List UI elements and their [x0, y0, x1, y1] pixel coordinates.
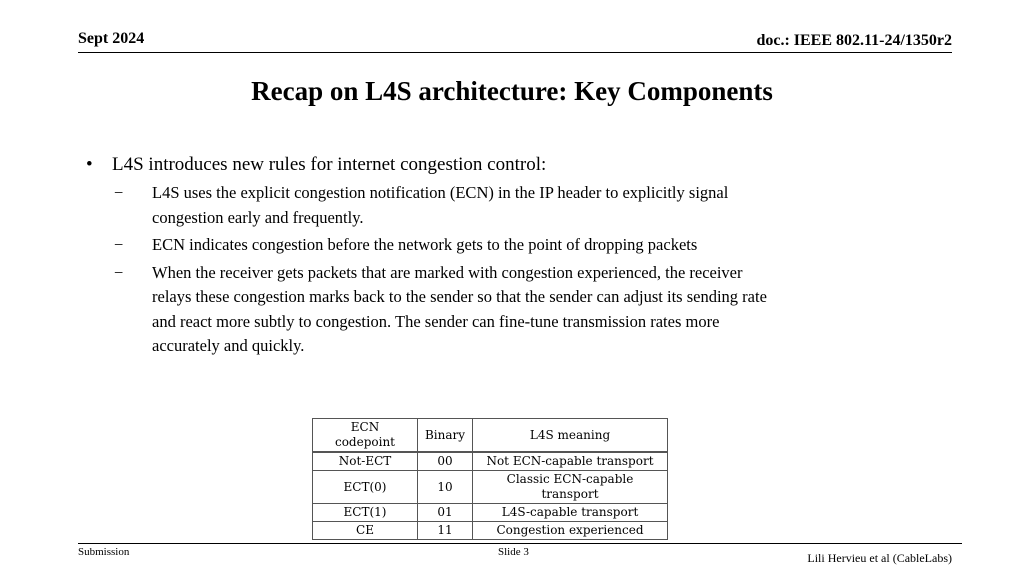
table-row — [313, 504, 668, 522]
sub-bullet-marker: − — [114, 183, 124, 202]
sub-bullet-text: L4S uses the explicit congestion notification (ECN) in the IP header to explicitly signal congestion early and frequently. — [152, 183, 729, 227]
bullet-marker: • — [86, 154, 93, 175]
table-cell: ECT(1) — [313, 504, 418, 522]
table-row — [313, 522, 668, 540]
column-header-l4s-meaning: L4S meaning — [473, 419, 668, 453]
table-cell: Not-ECT — [313, 452, 418, 471]
sub-bullet-marker: − — [114, 262, 124, 282]
header-date: Sept 2024 — [78, 30, 145, 47]
footer-divider — [78, 543, 962, 544]
column-header-binary: Binary — [418, 419, 473, 453]
bullet-text: L4S introduces new rules for internet congestion control: — [112, 154, 547, 175]
table-cell: 11 — [418, 522, 473, 540]
table-row — [313, 471, 668, 504]
bullet-item — [86, 152, 786, 177]
footer-submission: Submission — [78, 546, 130, 558]
sub-bullet-text: When the receiver gets packets that are marked with congestion experienced, the receiver relays these congestion marks back to the sender so that the sender can adjust its sending rate and react more subtly to congestion. The sender can fine-tune transmission rates more accurately and quickly. — [152, 262, 767, 355]
footer-slide-number: Slide 3 — [498, 546, 529, 558]
footer-authors: Lili Hervieu et al (CableLabs) — [807, 551, 952, 565]
table-cell: Not ECN-capable transport — [473, 452, 668, 471]
sub-bullet-item — [114, 261, 786, 359]
table-cell: 00 — [418, 452, 473, 471]
column-header-ecn-codepoint: ECN codepoint — [313, 419, 418, 453]
sub-bullet-item — [114, 181, 786, 230]
table-cell: Classic ECN-capable transport — [473, 471, 668, 504]
table-cell: 01 — [418, 504, 473, 522]
sub-bullet-text: ECN indicates congestion before the network gets to the point of dropping packets — [152, 235, 698, 254]
ecn-codepoint-table — [312, 418, 668, 540]
sub-bullet-marker: − — [114, 235, 124, 254]
table-cell: ECT(0) — [313, 471, 418, 504]
header-divider — [78, 52, 952, 53]
table-row — [313, 452, 668, 471]
slide-title: Recap on L4S architecture: Key Components — [251, 76, 773, 106]
header-doc-id: doc.: IEEE 802.11-24/1350r2 — [756, 32, 952, 49]
table-cell: CE — [313, 522, 418, 540]
table-cell: Congestion experienced — [473, 522, 668, 540]
sub-bullet-item — [114, 233, 786, 258]
slide-content — [86, 152, 786, 362]
table-header-row — [313, 419, 668, 453]
table-cell: L4S-capable transport — [473, 504, 668, 522]
table-cell: 10 — [418, 471, 473, 504]
